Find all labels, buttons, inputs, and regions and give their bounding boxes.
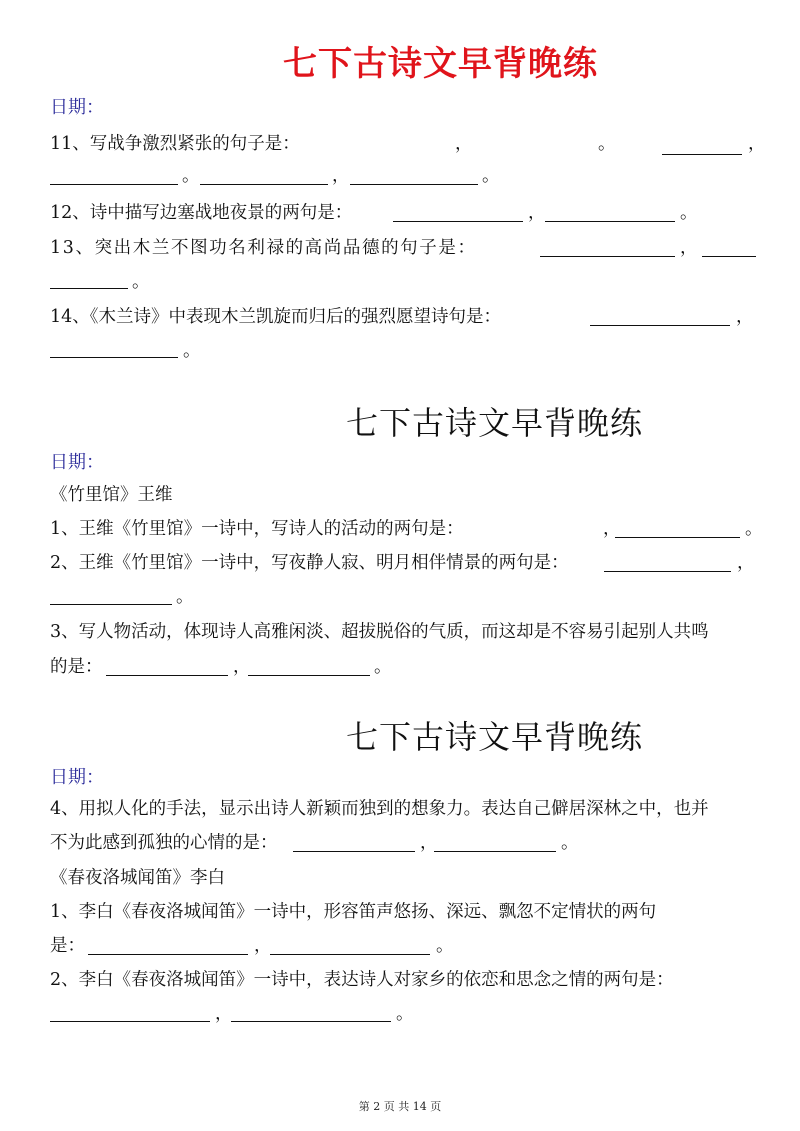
question-12: 12、诗中描写边塞战地夜景的两句是： bbox=[50, 203, 353, 223]
comma: ， bbox=[736, 307, 754, 327]
page-footer: 第 2 页 共 14 页 bbox=[358, 1100, 442, 1113]
period: 。 bbox=[396, 1004, 414, 1024]
answer-blank[interactable] bbox=[615, 519, 740, 538]
period: 。 bbox=[182, 166, 200, 186]
comma: ， bbox=[680, 238, 698, 258]
poem-title: 《竹里馆》王维 bbox=[50, 485, 173, 505]
answer-blank[interactable] bbox=[662, 136, 742, 155]
answer-blank[interactable] bbox=[702, 238, 756, 257]
section-1-title: 七下古诗文早背晚练 bbox=[283, 44, 598, 84]
answer-blank[interactable] bbox=[540, 238, 675, 257]
comma: ， bbox=[737, 553, 755, 573]
answer-blank[interactable] bbox=[106, 657, 228, 676]
date-label: 日期： bbox=[50, 767, 104, 788]
answer-blank[interactable] bbox=[393, 203, 523, 222]
question-3-cont: 的是： bbox=[50, 657, 103, 677]
period: 。 bbox=[598, 134, 616, 154]
comma: ， bbox=[455, 134, 473, 154]
answer-blank[interactable] bbox=[590, 307, 730, 326]
question-11: 11、写战争激烈紧张的句子是： bbox=[50, 134, 300, 154]
section-2-title: 七下古诗文早背晚练 bbox=[346, 404, 644, 442]
comma: ， bbox=[528, 203, 546, 223]
period: 。 bbox=[374, 657, 392, 677]
period: 。 bbox=[482, 166, 500, 186]
period: 。 bbox=[436, 936, 454, 956]
answer-blank[interactable] bbox=[231, 1003, 391, 1022]
poem-title: 《春夜洛城闻笛》李白 bbox=[50, 868, 225, 888]
period: 。 bbox=[680, 203, 698, 223]
question-3: 3、写人物活动，体现诗人高雅闲淡、超拔脱俗的气质，而这却是不容易引起别人共鸣 bbox=[50, 622, 709, 642]
section-3-title: 七下古诗文早背晚练 bbox=[346, 718, 644, 756]
question-14: 14、《木兰诗》中表现木兰凯旋而归后的强烈愿望诗句是： bbox=[50, 307, 502, 327]
comma: ， bbox=[254, 936, 272, 956]
answer-blank[interactable] bbox=[270, 936, 430, 955]
comma: ， bbox=[603, 519, 621, 539]
answer-blank[interactable] bbox=[434, 833, 556, 852]
comma: ， bbox=[215, 1004, 233, 1024]
period: 。 bbox=[561, 833, 579, 853]
answer-blank[interactable] bbox=[248, 657, 370, 676]
period: 。 bbox=[132, 272, 150, 292]
question-4-cont: 不为此感到孤独的心情的是： bbox=[50, 833, 278, 853]
question-2: 2、李白《春夜洛城闻笛》一诗中，表达诗人对家乡的依恋和思念之情的两句是： bbox=[50, 970, 674, 990]
answer-blank[interactable] bbox=[200, 166, 328, 185]
question-13: 13、突出木兰不图功名利禄的高尚品德的句子是： bbox=[50, 238, 477, 258]
answer-blank[interactable] bbox=[88, 936, 248, 955]
answer-blank[interactable] bbox=[50, 270, 128, 289]
answer-blank[interactable] bbox=[604, 553, 731, 572]
question-1-cont: 是： bbox=[50, 936, 85, 956]
answer-blank[interactable] bbox=[50, 586, 172, 605]
period: 。 bbox=[176, 587, 194, 607]
date-label: 日期： bbox=[50, 452, 104, 473]
comma: ， bbox=[233, 657, 251, 677]
question-4: 4、用拟人化的手法，显示出诗人新颖而独到的想象力。表达自己僻居深林之中，也并 bbox=[50, 799, 709, 819]
answer-blank[interactable] bbox=[350, 166, 478, 185]
answer-blank[interactable] bbox=[50, 339, 178, 358]
period: 。 bbox=[745, 519, 763, 539]
answer-blank[interactable] bbox=[50, 166, 178, 185]
comma: ， bbox=[332, 166, 350, 186]
date-label: 日期： bbox=[50, 97, 104, 118]
answer-blank[interactable] bbox=[50, 1003, 210, 1022]
question-1: 1、李白《春夜洛城闻笛》一诗中，形容笛声悠扬、深远、飘忽不定情状的两句 bbox=[50, 902, 657, 922]
question-2: 2、王维《竹里馆》一诗中，写夜静人寂、明月相伴情景的两句是： bbox=[50, 553, 569, 573]
period: 。 bbox=[183, 341, 201, 361]
answer-blank[interactable] bbox=[545, 203, 675, 222]
question-1: 1、王维《竹里馆》一诗中，写诗人的活动的两句是： bbox=[50, 519, 464, 539]
comma: ， bbox=[748, 134, 766, 154]
answer-blank[interactable] bbox=[293, 833, 415, 852]
comma: ， bbox=[420, 833, 438, 853]
